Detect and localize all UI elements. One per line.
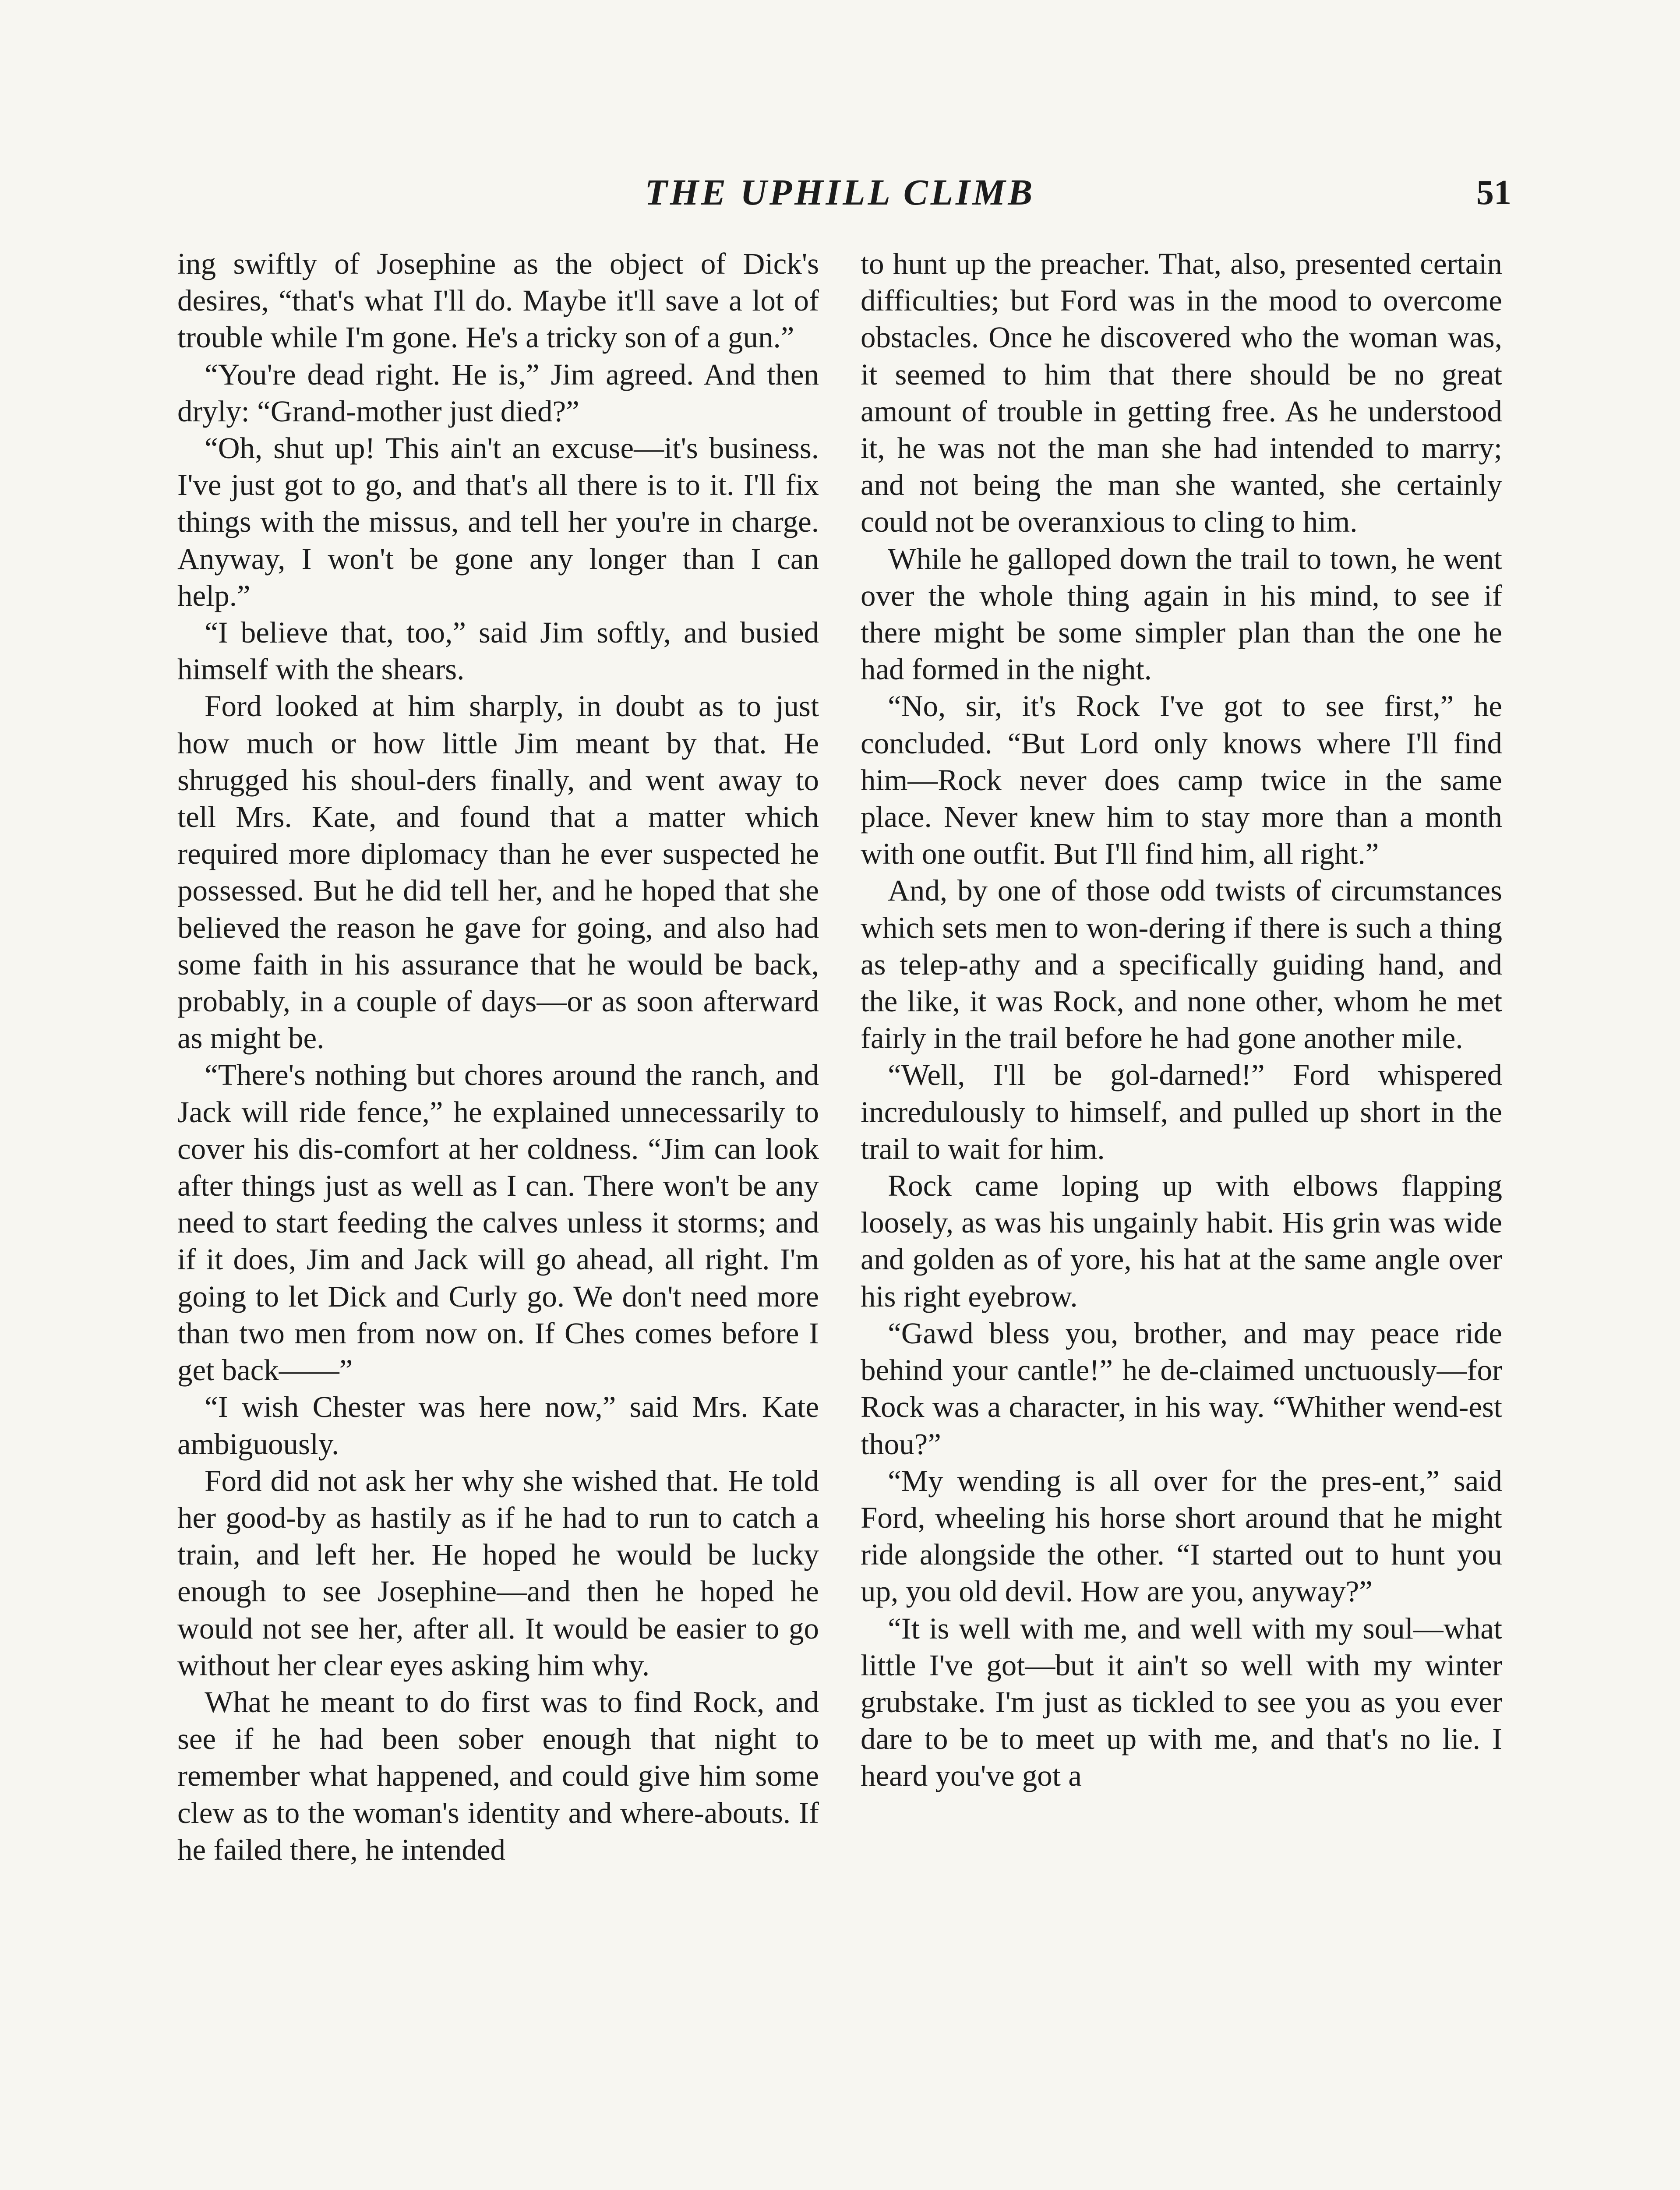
paragraph: Ford looked at him sharply, in doubt as to just how much or how little Jim meant by that. He shrugged his shoul-ders finally, and went away to tell Mrs. Kate, and found that a matter which required more diplomacy than he ever suspected he possessed. But he did tell her, and he hoped that she believed the reason he gave for going, and also had some faith in his assurance that he would be back, probably, in a couple of days—or as soon afterward as might be.: [177, 689, 819, 1055]
left-column: [177, 245, 819, 1868]
paragraph: While he galloped down the trail to town, he went over the whole thing again in his mind, to see if there might be some simpler plan than the one he had formed in the night.: [861, 542, 1502, 686]
paragraph: And, by one of those odd twists of circumstances which sets men to won-dering if there is such a thing as telep-athy and a specifically guiding hand, and the like, it was Rock, and none other, whom he met fairly in the trail before he had gone another mile.: [861, 874, 1502, 1055]
paragraph: “Gawd bless you, brother, and may peace ride behind your cantle!” he de-claimed unctuously—for Rock was a character, in his way. “Whither wend-est thou?”: [861, 1316, 1502, 1461]
paragraph: “No, sir, it's Rock I've got to see first,” he concluded. “But Lord only knows where I'll find him—Rock never does camp twice in the same place. Never knew him to stay more than a month with one outfit. But I'll find him, all right.”: [861, 689, 1502, 871]
right-column: [861, 245, 1502, 1794]
paragraph: to hunt up the preacher. That, also, presented certain difficulties; but Ford was in the mood to overcome obstacles. Once he discovered who the woman was, it seemed to him that there should be no great amount of trouble in getting free. As he understood it, he was not the man she had intended to marry; and not being the man she wanted, she certainly could not be overanxious to cling to him.: [861, 247, 1502, 539]
page-number: 51: [1476, 173, 1511, 212]
paragraph: “You're dead right. He is,” Jim agreed. And then dryly: “Grand-mother just died?”: [177, 357, 819, 428]
paragraph: Ford did not ask her why she wished that. He told her good-by as hastily as if he had to run to catch a train, and left her. He hoped he would be lucky enough to see Josephine—and then he hoped he would not see her, after all. It would be easier to go without her clear eyes asking him why.: [177, 1464, 819, 1682]
paragraph: “My wending is all over for the pres-ent,” said Ford, wheeling his horse short around that he might ride alongside the other. “I started out to hunt you up, you old devil. How are you, anyway?”: [861, 1464, 1502, 1608]
paragraph: Rock came loping up with elbows flapping loosely, as was his ungainly habit. His grin was wide and golden as of yore, his hat at the same angle over his right eyebrow.: [861, 1169, 1502, 1313]
paragraph: ing swiftly of Josephine as the object of Dick's desires, “that's what I'll do. Maybe it'll save a lot of trouble while I'm gone. He's a tricky son of a gun.”: [177, 247, 819, 354]
paragraph: “Well, I'll be gol-darned!” Ford whispered incredulously to himself, and pulled up short in the trail to wait for him.: [861, 1058, 1502, 1166]
running-head: [0, 169, 1680, 217]
paragraph: “I believe that, too,” said Jim softly, and busied himself with the shears.: [177, 616, 819, 686]
running-title: THE UPHILL CLIMB: [645, 172, 1035, 213]
paragraph: “Oh, shut up! This ain't an excuse—it's business. I've just got to go, and that's all there is to it. I'll fix things with the missus, and tell her you're in charge. Anyway, I won't be gone any longer than I can help.”: [177, 431, 819, 612]
paragraph: “It is well with me, and well with my soul—what little I've got—but it ain't so well with my winter grubstake. I'm just as tickled to see you as you ever dare to be to meet up with me, and that's no lie. I heard you've got a: [861, 1611, 1502, 1793]
paragraph: “I wish Chester was here now,” said Mrs. Kate ambiguously.: [177, 1390, 819, 1461]
paragraph: What he meant to do first was to find Rock, and see if he had been sober enough that night to remember what happened, and could give him some clew as to the woman's identity and where-abouts. If he failed there, he intended: [177, 1685, 819, 1866]
paragraph: “There's nothing but chores around the ranch, and Jack will ride fence,” he explained unnecessarily to cover his dis-comfort at her coldness. “Jim can look after things just as well as I can. There won't be any need to start feeding the calves unless it storms; and if it does, Jim and Jack will go ahead, all right. I'm going to let Dick and Curly go. We don't need more than two men from now on. If Ches comes before I get back——”: [177, 1058, 819, 1387]
